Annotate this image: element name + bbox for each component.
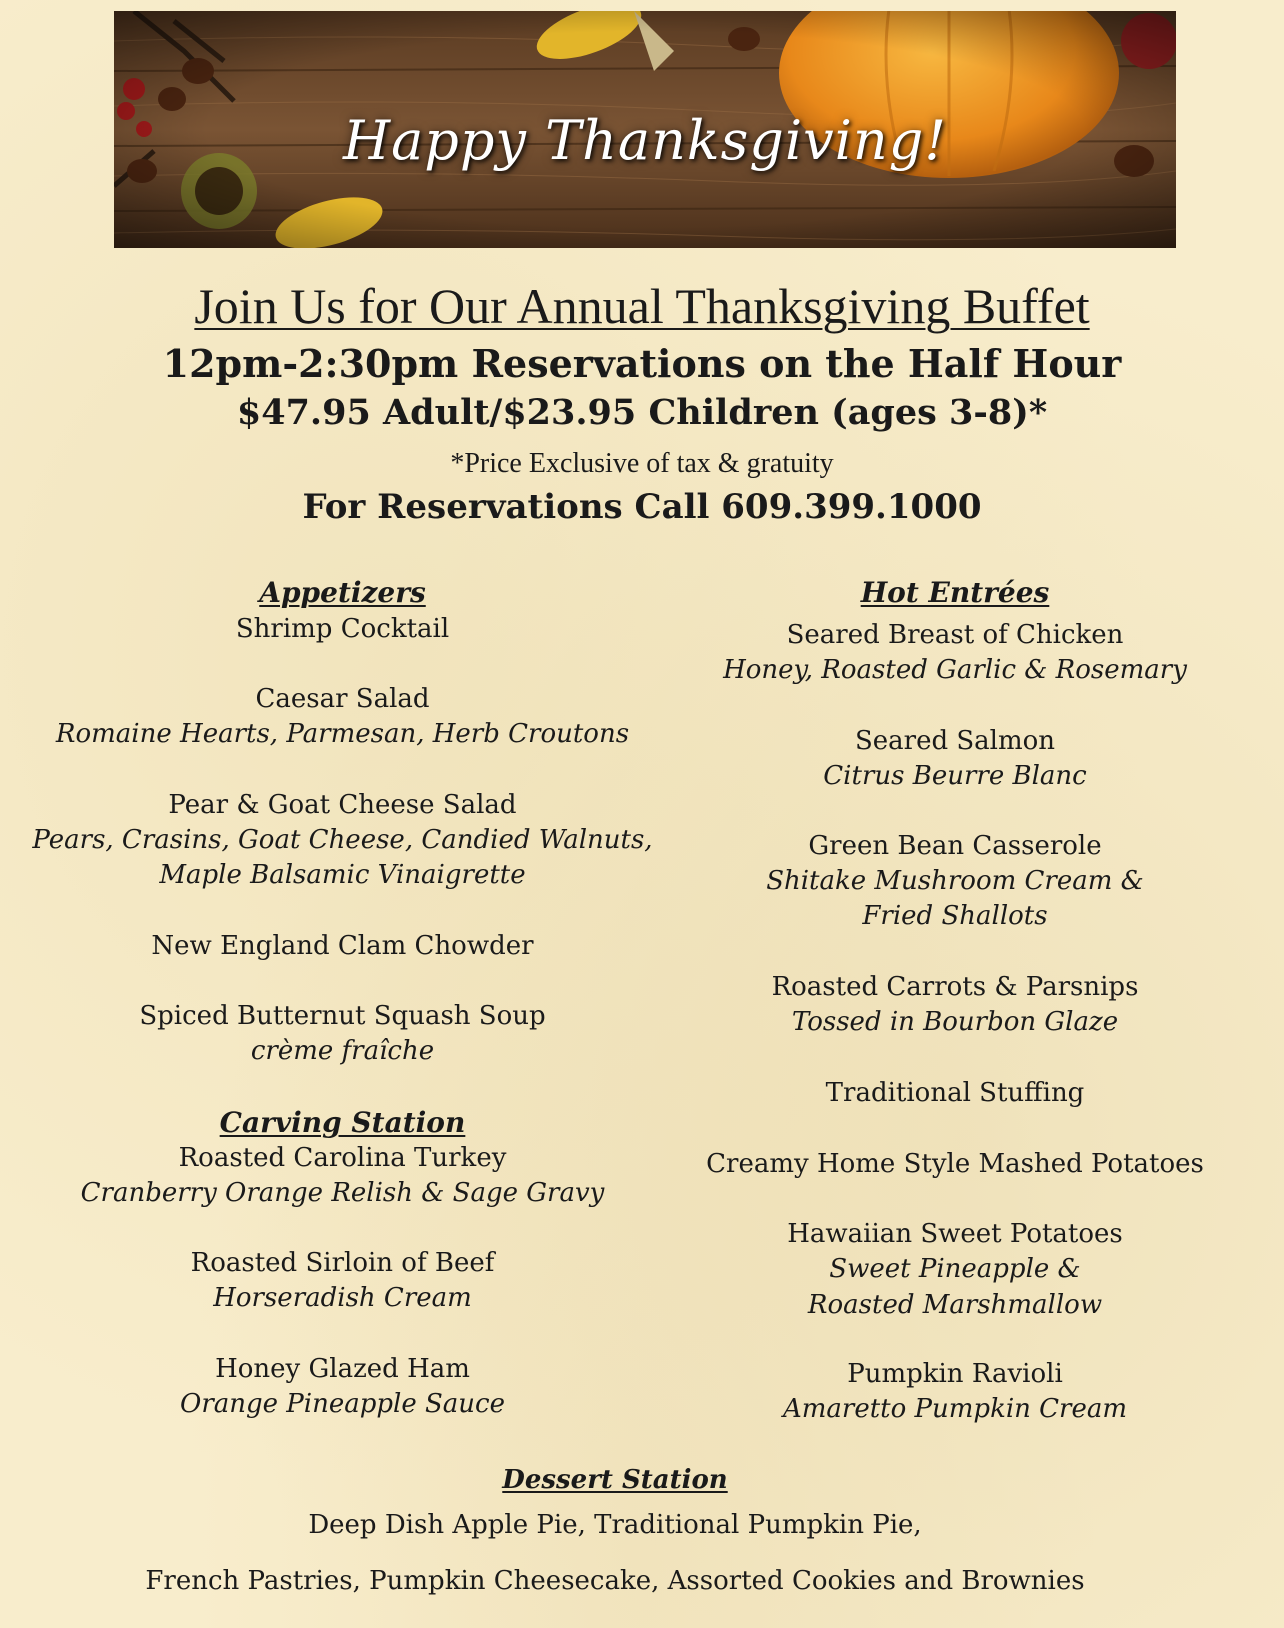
menu-item-name: Green Bean Casserole [808,831,1102,861]
menu-item-name: Hawaiian Sweet Potatoes [787,1219,1123,1249]
left-menu-column [10,0,675,1628]
menu-item-name: Roasted Carolina Turkey [178,1143,507,1173]
menu-item-description: Shitake Mushroom Cream & [766,866,1144,896]
menu-item-name: Seared Breast of Chicken [786,620,1124,650]
dessert-line-2: French Pastries, Pumpkin Cheesecake, Assorted Cookies and Brownies [145,1566,1085,1596]
menu-item-description: Orange Pineapple Sauce [180,1389,505,1419]
menu-item-name: Seared Salmon [854,726,1056,756]
buffet-price: $47.95 Adult/$23.95 Children (ages 3-8)* [236,392,1048,433]
menu-item-description: Sweet Pineapple & [829,1254,1081,1284]
menu-item-description: Honey, Roasted Garlic & Rosemary [723,655,1187,685]
menu-item-name: Roasted Sirloin of Beef [190,1248,495,1278]
menu-item-description: crème fraîche [250,1036,435,1066]
menu-item-name: New England Clam Chowder [151,931,534,961]
banner-greeting: Happy Thanksgiving! [343,109,947,172]
reservation-phone: For Reservations Call 609.399.1000 [302,487,982,527]
menu-item-name: Honey Glazed Ham [215,1354,470,1384]
hot-entrees-heading: Hot Entrées [860,576,1050,609]
page-title: Join Us for Our Annual Thanksgiving Buffet [194,278,1090,334]
menu-item-name: Caesar Salad [255,684,430,714]
menu-item-name: Creamy Home Style Mashed Potatoes [706,1149,1204,1179]
appetizers-heading: Appetizers [259,576,426,609]
dessert-line-1: Deep Dish Apple Pie, Traditional Pumpkin Pie, [308,1510,922,1540]
menu-item-name: Spiced Butternut Squash Soup [139,1001,546,1031]
menu-item-name: Roasted Carrots & Parsnips [771,972,1139,1002]
menu-item-description: Citrus Beurre Blanc [823,761,1087,791]
menu-item-description: Pears, Crasins, Goat Cheese, Candied Walnuts, [32,825,653,855]
menu-item-name: Pear & Goat Cheese Salad [168,790,517,820]
menu-item-description: Romaine Hearts, Parmesan, Herb Croutons [55,719,630,749]
menu-item-description: Cranberry Orange Relish & Sage Gravy [80,1178,605,1208]
menu-item-description: Roasted Marshmallow [807,1290,1103,1320]
menu-item-description: Fried Shallots [862,901,1048,931]
menu-item-description: Amaretto Pumpkin Cream [782,1394,1128,1424]
buffet-hours: 12pm-2:30pm Reservations on the Half Hour [162,341,1122,386]
menu-item-description: Tossed in Bourbon Glaze [791,1007,1119,1037]
menu-item-description: Horseradish Cream [213,1283,472,1313]
menu-item-name: Shrimp Cocktail [235,614,450,644]
dessert-station-heading: Dessert Station [502,1465,728,1495]
right-menu-column [675,0,1235,1628]
menu-item-description: Maple Balsamic Vinaigrette [159,860,526,890]
price-note: *Price Exclusive of tax & gratuity [450,448,834,479]
menu-item-name: Traditional Stuffing [825,1078,1085,1108]
menu-item-name: Pumpkin Ravioli [847,1359,1063,1389]
carving-station-heading: Carving Station [219,1106,466,1139]
